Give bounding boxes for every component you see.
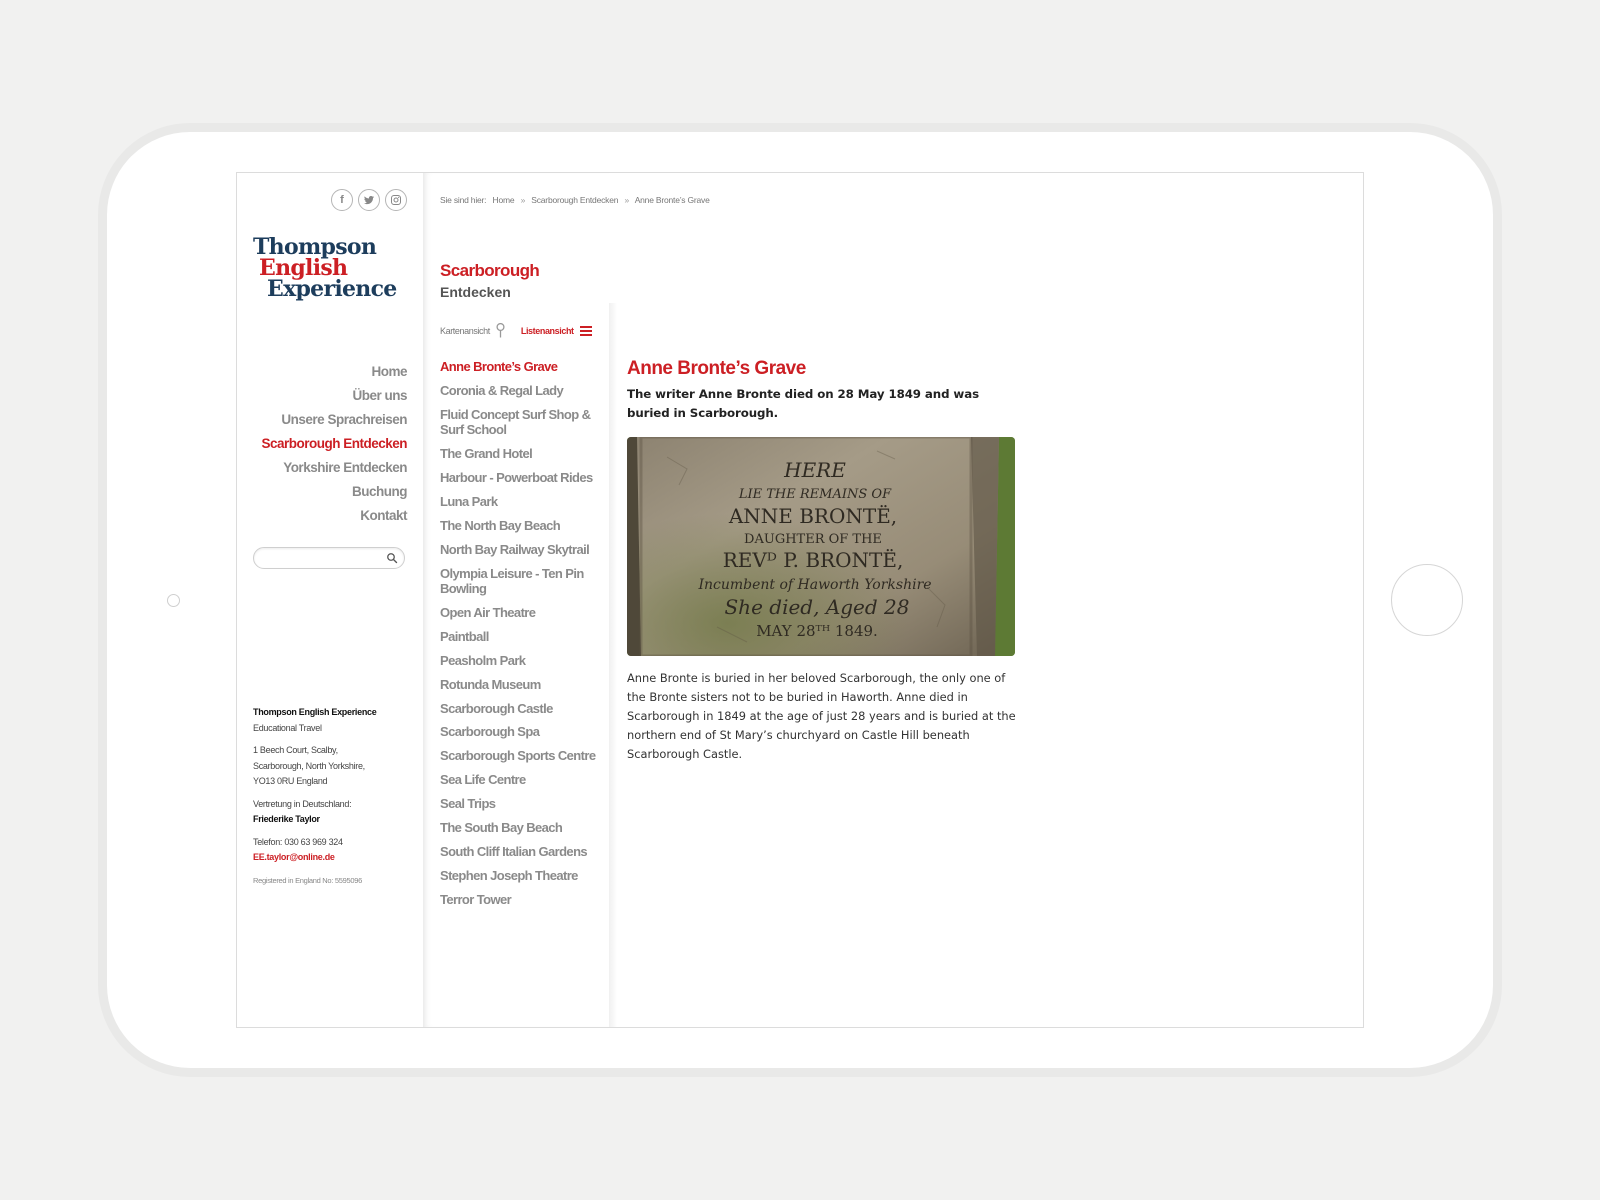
gravestone-image	[627, 437, 1015, 656]
poi-item[interactable]: Harbour - Powerboat Rides	[440, 470, 593, 486]
tablet-camera	[167, 594, 180, 607]
poi-item[interactable]: The Grand Hotel	[440, 446, 533, 462]
breadcrumb-separator: »	[520, 195, 526, 205]
poi-item[interactable]: Terror Tower	[440, 891, 512, 907]
poi-item[interactable]: Stephen Joseph Theatre	[440, 867, 578, 883]
map-view-button[interactable]	[440, 323, 505, 338]
main-nav	[261, 360, 407, 528]
search-icon[interactable]	[386, 552, 398, 564]
poi-item[interactable]: Seal Trips	[440, 796, 496, 812]
poi-item[interactable]: The North Bay Beach	[440, 517, 561, 533]
svg-text:She died, Aged 28: She died, Aged 28	[724, 595, 910, 619]
poi-item[interactable]: South Cliff Italian Gardens	[440, 843, 588, 859]
poi-item[interactable]: North Bay Railway Skytrail	[440, 541, 590, 557]
search-box	[253, 547, 405, 569]
search-input[interactable]	[262, 548, 386, 568]
address-phone: Telefon: 030 63 969 324	[253, 836, 343, 847]
poi-item[interactable]: Rotunda Museum	[440, 676, 541, 692]
list-icon	[580, 326, 592, 336]
gravestone-photo	[627, 437, 1015, 656]
breadcrumb-item-current: Anne Bronte’s Grave	[634, 195, 710, 205]
poi-item[interactable]: Paintball	[440, 628, 489, 644]
list-view-button[interactable]	[521, 326, 592, 336]
nav-item-contact[interactable]: Kontakt	[360, 508, 407, 523]
tablet-home-button[interactable]	[1391, 564, 1463, 636]
nav-item-language-trips[interactable]: Unsere Sprachreisen	[281, 412, 407, 427]
poi-item[interactable]: Open Air Theatre	[440, 605, 536, 621]
poi-item[interactable]: Fluid Concept Surf Shop & Surf School	[440, 406, 591, 438]
svg-text:ANNE BRONTË,: ANNE BRONTË,	[728, 504, 898, 528]
breadcrumb	[440, 195, 714, 205]
address-rep-name: Friederike Taylor	[253, 814, 320, 824]
svg-text:LIE THE REMAINS OF: LIE THE REMAINS OF	[738, 487, 892, 502]
poi-item[interactable]: Olympia Leisure - Ten Pin Bowling	[440, 565, 584, 597]
site-logo[interactable]	[253, 234, 397, 302]
section-title	[440, 260, 539, 302]
poi-list	[440, 359, 605, 916]
address-email-link[interactable]: EE.taylor@online.de	[253, 852, 335, 862]
address-registration: Registered in England No: 5595096	[253, 875, 362, 885]
poi-item[interactable]: Scarborough Sports Centre	[440, 748, 596, 764]
sidebar	[237, 173, 423, 1027]
poi-item[interactable]: The South Bay Beach	[440, 820, 563, 836]
breadcrumb-prefix: Sie sind hier:	[440, 195, 487, 205]
svg-text:Incumbent of Haworth Yorkshire: Incumbent of Haworth Yorkshire	[698, 577, 932, 593]
poi-item[interactable]: Coronia & Regal Lady	[440, 382, 564, 398]
logo-line-experience: Experience	[267, 276, 397, 302]
breadcrumb-item-scarborough[interactable]: Scarborough Entdecken	[531, 195, 619, 205]
twitter-icon[interactable]	[358, 189, 380, 211]
poi-item[interactable]: Peasholm Park	[440, 652, 526, 668]
company-address	[253, 705, 376, 888]
article-title: Anne Bronte’s Grave	[627, 358, 806, 379]
logo-line-english: English	[259, 255, 348, 281]
nav-item-booking[interactable]: Buchung	[352, 484, 407, 499]
poi-item[interactable]: Luna Park	[440, 493, 498, 509]
svg-text:MAY 28ᵀᴴ 1849.: MAY 28ᵀᴴ 1849.	[756, 622, 878, 640]
svg-text:HERE: HERE	[784, 458, 846, 482]
instagram-icon[interactable]	[385, 189, 407, 211]
article-body: Anne Bronte is buried in her beloved Scarborough, the only one of the Bronte sisters not to be buried in Haworth. Anne died in Scarborough in 1849 at the age of just 28 years and is buried at the northern end of St Mary’s churchyard on Castle Hill beneath Scarborough Castle.	[627, 671, 1016, 761]
map-view-label: Kartenansicht	[440, 325, 490, 336]
section-title-sub: Entdecken	[440, 284, 511, 300]
list-view-label: Listenansicht	[520, 325, 574, 336]
address-postcode: YO13 0RU England	[253, 776, 328, 786]
address-rep-label: Vertretung in Deutschland:	[253, 798, 352, 809]
poi-item[interactable]: Anne Bronte’s Grave	[440, 359, 558, 374]
poi-item[interactable]: Sea Life Centre	[440, 772, 526, 788]
svg-text:REVᴰ P. BRONTË,: REVᴰ P. BRONTË,	[722, 548, 904, 572]
address-street: 1 Beech Court, Scalby,	[253, 745, 338, 755]
nav-item-scarborough[interactable]: Scarborough Entdecken	[261, 436, 407, 451]
address-city: Scarborough, North Yorkshire,	[253, 760, 365, 771]
browser-viewport	[236, 172, 1364, 1028]
view-toggle	[440, 323, 592, 338]
nav-item-home[interactable]: Home	[371, 364, 407, 379]
map-pin-icon	[496, 323, 505, 338]
social-links	[331, 189, 407, 211]
breadcrumb-separator: »	[624, 195, 629, 205]
poi-item[interactable]: Scarborough Castle	[440, 700, 553, 716]
article	[627, 358, 1017, 764]
nav-item-yorkshire[interactable]: Yorkshire Entdecken	[283, 460, 407, 475]
address-tagline: Educational Travel	[253, 722, 322, 733]
facebook-icon[interactable]: f	[331, 189, 353, 211]
poi-item[interactable]: Scarborough Spa	[440, 724, 540, 740]
section-title-main: Scarborough	[440, 261, 540, 280]
logo-line-thompson: Thompson	[253, 234, 377, 260]
address-company: Thompson English Experience	[253, 707, 377, 717]
nav-item-about[interactable]: Über uns	[352, 388, 407, 403]
svg-text:DAUGHTER OF THE: DAUGHTER OF THE	[744, 532, 882, 547]
article-lead: The writer Anne Bronte died on 28 May 1849 and was buried in Scarborough.	[627, 387, 980, 420]
breadcrumb-item-home[interactable]: Home	[492, 195, 515, 205]
